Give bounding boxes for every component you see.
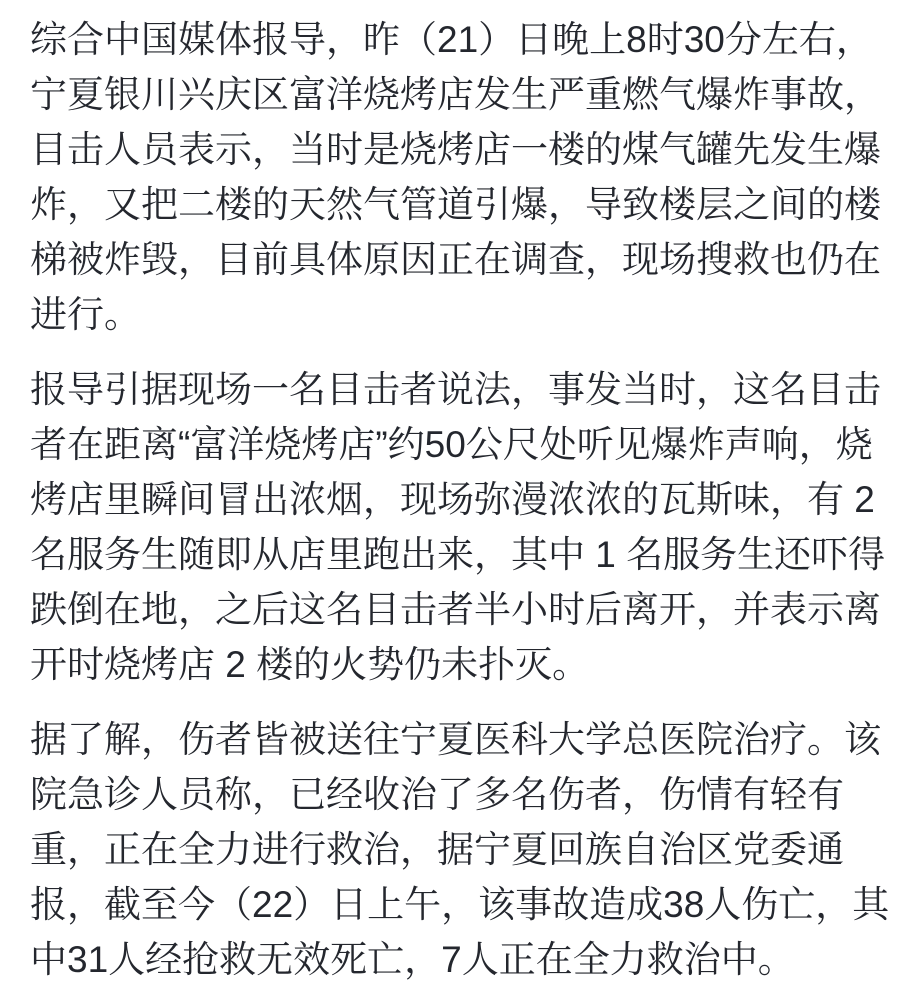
text-line: 跌倒在地，之后这名目击者半小时后离开，并表示离 (30, 589, 881, 630)
paragraph (30, 712, 890, 987)
text-line: 报导引据现场一名目击者说法，事发当时，这名目击 (30, 369, 881, 410)
text-line: 重，正在全力进行救治，据宁夏回族自治区党委通 (30, 829, 844, 870)
paragraph (30, 362, 886, 692)
text-line: 名服务生随即从店里跑出来，其中 1 名服务生还吓得 (30, 534, 886, 575)
text-line: 院急诊人员称，已经收治了多名伤者，伤情有轻有 (30, 774, 844, 815)
text-line: 宁夏银川兴庆区富洋烧烤店发生严重燃气爆炸事故， (30, 74, 881, 115)
text-line: 报，截至今（22）日上午，该事故造成38人伤亡，其 (30, 884, 890, 925)
text-line: 进行。 (30, 294, 141, 335)
text-line: 开时烧烤店 2 楼的火势仍未扑灭。 (30, 644, 590, 685)
text-line: 炸，又把二楼的天然气管道引爆，导致楼层之间的楼 (30, 184, 881, 225)
text-line: 梯被炸毁，目前具体原因正在调查，现场搜救也仍在 (30, 239, 881, 280)
text-line: 者在距离“富洋烧烤店”约50公尺处听见爆炸声响，烧 (30, 424, 873, 465)
text-line: 烤店里瞬间冒出浓烟，现场弥漫浓浓的瓦斯味，有 2 (30, 479, 875, 520)
text-line: 中31人经抢救无效死亡，7人正在全力救治中。 (30, 939, 795, 980)
text-line: 目击人员表示，当时是烧烤店一楼的煤气罐先发生爆 (30, 129, 881, 170)
paragraph (30, 12, 882, 342)
text-line: 综合中国媒体报导，昨（21）日晚上8时30分左右， (30, 19, 873, 60)
text-line: 据了解，伤者皆被送往宁夏医科大学总医院治疗。该 (30, 719, 881, 760)
